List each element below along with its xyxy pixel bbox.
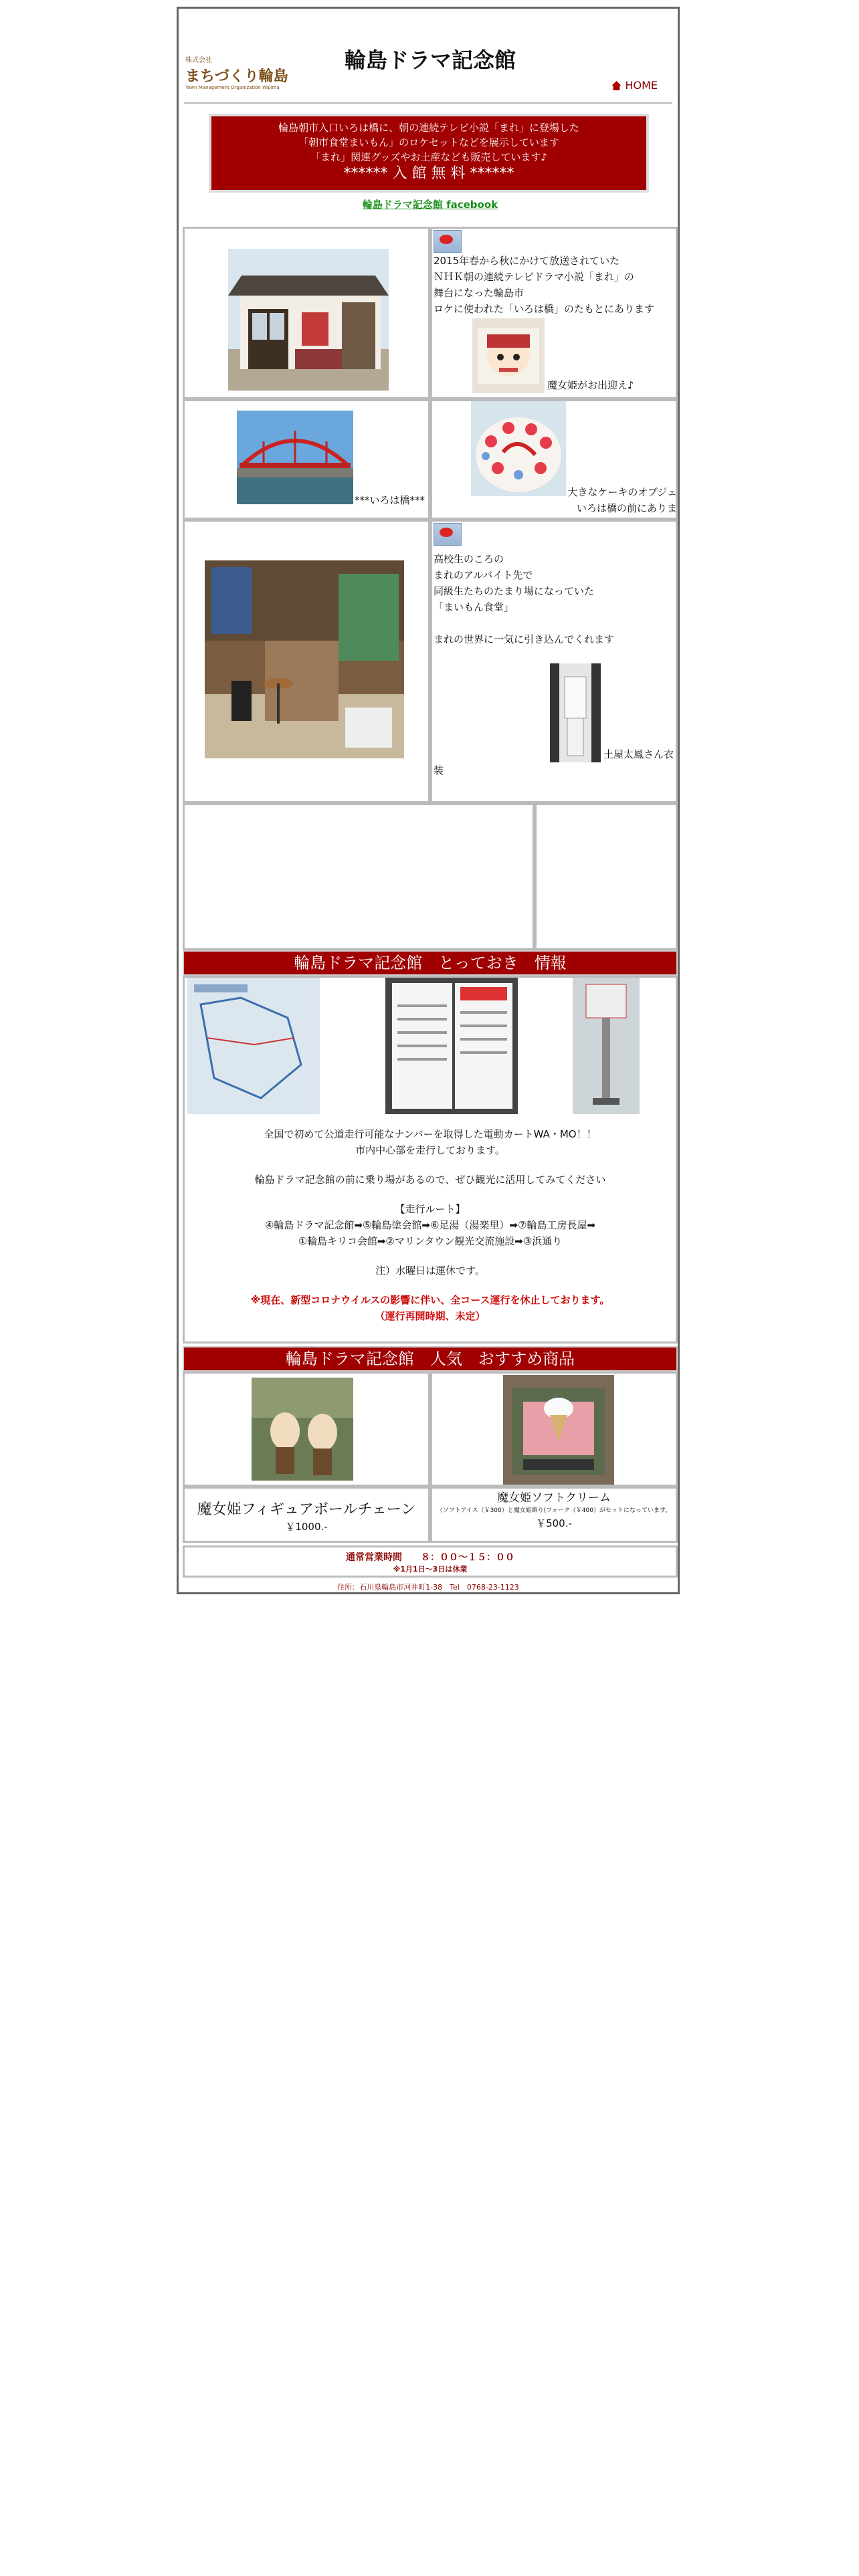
covid-warning-sub: （運行再開時期、未定） [375,1310,486,1322]
cake-caption-line-1: 大きなケーキのオブジェ [567,486,677,498]
hours-info [185,1550,676,1574]
info-p3: 輪島ドラマ記念館の前に乗り場があるので、ぜひ観光に活用してみてください [254,1174,606,1186]
route-note: 注）水曜日は運休です。 [375,1265,485,1277]
product-2-price: ￥500.- [536,1517,572,1529]
info-p1: 全国で初めて公道走行可能なナンバーを取得した電動カートWA・MO！！ [264,1128,597,1140]
covid-warning: ※現在、新型コロナウイルスの影響に伴い、全コース運行を休止しております。 [250,1294,610,1306]
banner-line-2: 「朝市食堂まいもん」のロケセットなどを展示しています [298,136,559,148]
intro-line-3: 舞台になった輪島市 [434,287,524,299]
route-map-photo [187,978,320,1114]
shokudo-line-2: まれのアルバイト先で [434,569,533,581]
mascot-caption: 魔女姫がお出迎え♪ [547,379,634,391]
mare-logo-icon [434,523,462,546]
info-spacer [185,1279,676,1292]
product-1-name: 魔女姫フィギュアボールチェーン [197,1501,416,1518]
products-heading: 輪島ドラマ記念館 人気 おすすめ商品 [183,1346,678,1372]
empty-cell-left [183,803,535,950]
shokudo-line-4: 「まいもん食堂」 [434,601,514,613]
product-1-info-cell [183,1487,430,1543]
info-text [185,1126,676,1324]
route-title: 【走行ルート】 [395,1203,466,1215]
intro-banner [209,114,649,193]
intro-line-2: ＮＨＫ朝の連続テレビドラマ小説「まれ」の [434,271,634,283]
mascot-photo [472,318,545,393]
intro-line-4: ロケに使われた「いろは橋」のたもとにあります [434,303,655,315]
intro-text-cell [430,227,678,399]
cake-caption-line-2: いろは橋の前にありま [576,502,677,514]
shokudo-line-1: 高校生のころの [434,553,504,565]
product-1-info [185,1498,428,1535]
hours-cell [183,1545,678,1578]
fare-table-photo [385,978,518,1114]
shokudo-line-6: まれの世界に一気に引き込んでくれます [434,633,615,645]
route-line-1: ④輪島ドラマ記念館➡⑤輪島塗会館➡⑥足湯（湯楽里）➡⑦輪島工房長屋➡ [264,1219,596,1231]
info-p2: 市内中心部を走行しております。 [355,1144,505,1156]
maimon-shokudo-photo [205,560,404,758]
intro-line-1: 2015年春から秋にかけて放送されていた [434,255,620,267]
logo[interactable]: まちづくり輪島 [185,68,288,85]
route-line-2: ①輪島キリコ会館➡②マリンタウン観光交流施設➡③浜通り [298,1235,563,1247]
product-2-note: （ソフトアイス（￥300）と魔女姫飾り(フォーク（￥400）がセットになっています。 [436,1507,672,1514]
shokudo-line-3: 同級生たちのたまり場になっていた [434,585,595,597]
info-spacer [185,1158,676,1172]
product-2-info-cell [430,1487,678,1543]
intro-text [434,253,674,317]
hours-line-1: 通常営業時間 ８：００〜１５：００ [346,1552,514,1563]
product-2-name: 魔女姫ソフトクリーム [497,1491,611,1505]
product-2-info [435,1490,673,1531]
shokudo-spacer [434,615,674,631]
product-1-price: ￥1000.- [285,1521,328,1533]
wamo-sign-photo [573,978,640,1114]
info-cell [183,976,678,1344]
bridge-caption: ***いろは橋*** [355,494,425,506]
home-link[interactable] [611,79,658,92]
logo-subtitle: Town Management Organization Wajima [185,85,280,90]
product-2-photo-cell [430,1372,678,1487]
museum-photo-cell [183,227,430,399]
iroha-bridge-photo [237,411,353,504]
bridge-cell [183,399,430,520]
museum-exterior-photo [228,249,389,391]
mare-logo-icon [434,230,462,253]
footer-address: 住所：石川県輪島市河井町1-38 Tel 0768-23-1123 [337,1583,519,1592]
soft-cream-photo [503,1375,614,1485]
cake-object-photo [471,401,566,496]
shokudo-text [434,551,674,647]
logo-company-type: 株式会社 [185,57,212,64]
page-frame [177,7,680,1594]
facebook-link[interactable]: 輪島ドラマ記念館 facebook [362,199,498,211]
free-admission: ****** 入 館 無 料 ****** [343,165,514,182]
info-spacer [185,1188,676,1201]
banner-line-1: 輪島朝市入口いろは橋に、朝の連続テレビ小説「まれ」に登場した [278,122,579,134]
costume-caption: 土屋太鳳さん衣装 [434,748,674,776]
header-divider [184,102,672,104]
shokudo-text-cell [430,520,678,803]
shokudo-photo-cell [183,520,430,803]
cake-cell [430,399,678,520]
empty-cell-right [535,803,678,950]
info-heading: 輪島ドラマ記念館 とっておき 情報 [183,950,678,976]
info-spacer [185,1249,676,1263]
figure-chain-photo [252,1378,353,1481]
banner-line-3: 「まれ」関連グッズやお土産なども販売しています♪ [310,151,547,163]
product-1-photo-cell [183,1372,430,1487]
home-icon [611,81,621,90]
home-label: HOME [625,79,658,92]
page-title: 輪島ドラマ記念館 [344,47,516,73]
hours-line-2: ※1月1日〜3日は休業 [393,1565,468,1574]
